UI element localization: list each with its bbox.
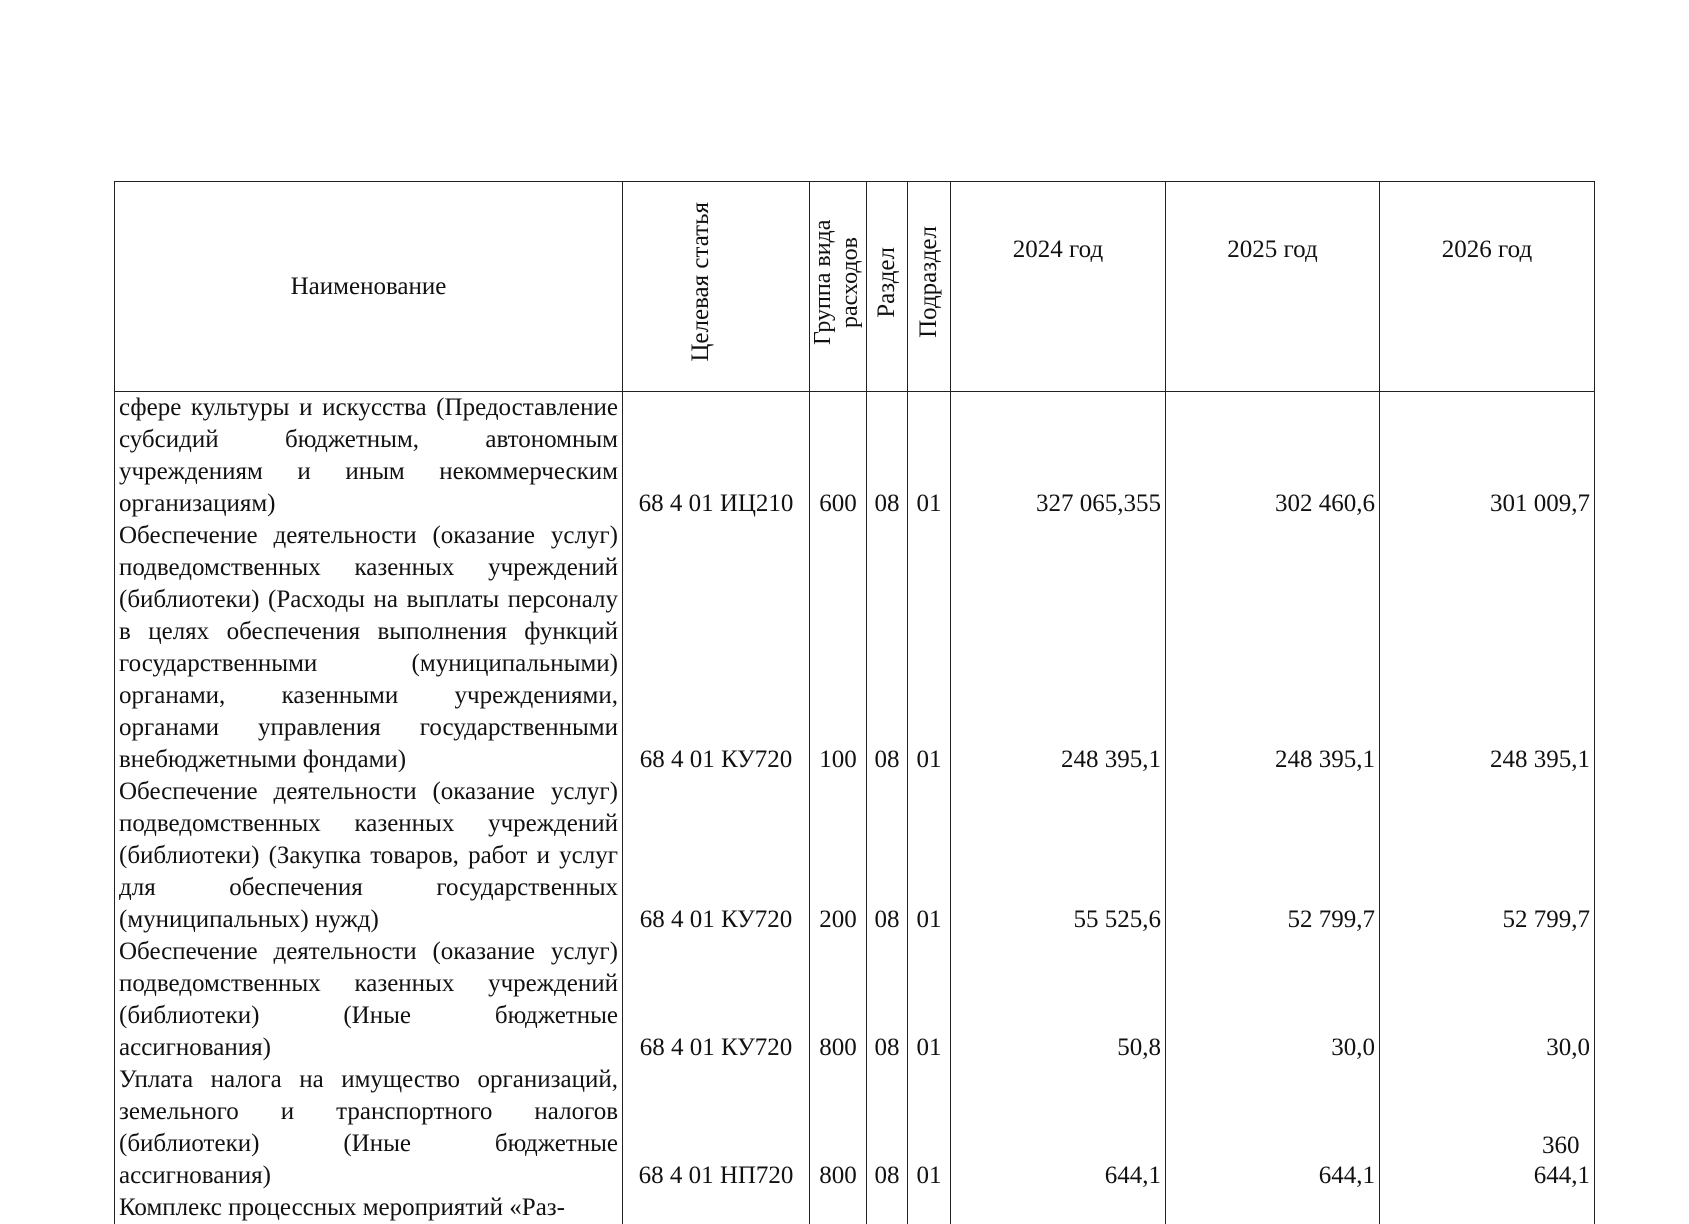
row-target: 68 4 01 КУ720 <box>623 776 810 936</box>
row-section: 08 <box>867 776 908 936</box>
row-group <box>810 1192 867 1224</box>
row-2026: 644,1 <box>1380 1064 1595 1192</box>
row-section: 08 <box>867 520 908 776</box>
row-2026 <box>1380 1192 1595 1224</box>
row-2025 <box>1166 1192 1380 1224</box>
header-subsection: Подраздел <box>908 182 951 392</box>
row-target: 68 4 01 ИЦ210 <box>623 392 810 521</box>
row-group: 800 <box>810 1064 867 1192</box>
row-section <box>867 1192 908 1224</box>
header-year-2024: 2024 год <box>951 182 1166 392</box>
row-name: Уплата налога на имущество организаций, земельного и транспортного налогов (библиотеки) (Иные бюджетные ассигнования) <box>115 1064 623 1192</box>
table-row <box>115 936 1595 1064</box>
row-target: 68 4 01 КУ720 <box>623 936 810 1064</box>
table-row <box>115 392 1595 521</box>
row-target: 68 4 01 НП720 <box>623 1064 810 1192</box>
row-subsection: 01 <box>908 1064 951 1192</box>
header-year-2025: 2025 год <box>1166 182 1380 392</box>
row-group: 100 <box>810 520 867 776</box>
table-row <box>115 520 1595 776</box>
row-2024: 248 395,1 <box>951 520 1166 776</box>
header-target: Целевая статья <box>623 182 810 392</box>
row-name: Обеспечение деятельности (оказание услуг) подведомственных казенных учреждений (библиотеки) (Иные бюджетные ассигнования) <box>115 936 623 1064</box>
row-section: 08 <box>867 1064 908 1192</box>
row-2024: 50,8 <box>951 936 1166 1064</box>
header-name: Наименование <box>115 182 623 392</box>
row-subsection: 01 <box>908 936 951 1064</box>
table-row <box>115 1064 1595 1192</box>
row-subsection: 01 <box>908 392 951 521</box>
row-group: 200 <box>810 776 867 936</box>
row-section: 08 <box>867 936 908 1064</box>
row-target <box>623 1192 810 1224</box>
row-2026: 248 395,1 <box>1380 520 1595 776</box>
header-expense-group: Группа вида расходов <box>810 182 867 392</box>
row-2025: 644,1 <box>1166 1064 1380 1192</box>
row-name: сфере культуры и искусства (Предоставление субсидий бюджетным, автономным учреждениям и иным некоммерческим организациям) <box>115 392 623 521</box>
header-year-2026: 2026 год <box>1380 182 1595 392</box>
row-group: 600 <box>810 392 867 521</box>
row-2026: 30,0 <box>1380 936 1595 1064</box>
table-row <box>115 1192 1595 1224</box>
row-2024: 55 525,6 <box>951 776 1166 936</box>
row-name: Комплекс процессных мероприятий «Раз- <box>115 1192 623 1224</box>
row-section: 08 <box>867 392 908 521</box>
row-name: Обеспечение деятельности (оказание услуг) подведомственных казенных учреждений (библиотеки) (Закупка товаров, работ и услуг для обеспечения государственных (муниципальных) нужд) <box>115 776 623 936</box>
row-2025: 302 460,6 <box>1166 392 1380 521</box>
row-name: Обеспечение деятельности (оказание услуг) подведомственных казенных учреждений (библиотеки) (Расходы на выплаты персоналу в целях обеспечения выполнения функций государственными (муниципальными) органами, казенными учреждениями, органами управления государственными внебюджетными фондами) <box>115 520 623 776</box>
row-subsection: 01 <box>908 520 951 776</box>
row-2024 <box>951 1192 1166 1224</box>
row-2024: 644,1 <box>951 1064 1166 1192</box>
row-2025: 30,0 <box>1166 936 1380 1064</box>
row-subsection <box>908 1192 951 1224</box>
table-row <box>115 776 1595 936</box>
row-2024: 327 065,355 <box>951 392 1166 521</box>
row-2026: 52 799,7 <box>1380 776 1595 936</box>
budget-table <box>114 181 1595 1224</box>
row-group: 800 <box>810 936 867 1064</box>
row-2025: 248 395,1 <box>1166 520 1380 776</box>
row-2026: 301 009,7 <box>1380 392 1595 521</box>
row-subsection: 01 <box>908 776 951 936</box>
header-section: Раздел <box>867 182 908 392</box>
row-target: 68 4 01 КУ720 <box>623 520 810 776</box>
table-header-row <box>115 182 1595 392</box>
page-number: 360 <box>1542 1132 1580 1159</box>
row-2025: 52 799,7 <box>1166 776 1380 936</box>
